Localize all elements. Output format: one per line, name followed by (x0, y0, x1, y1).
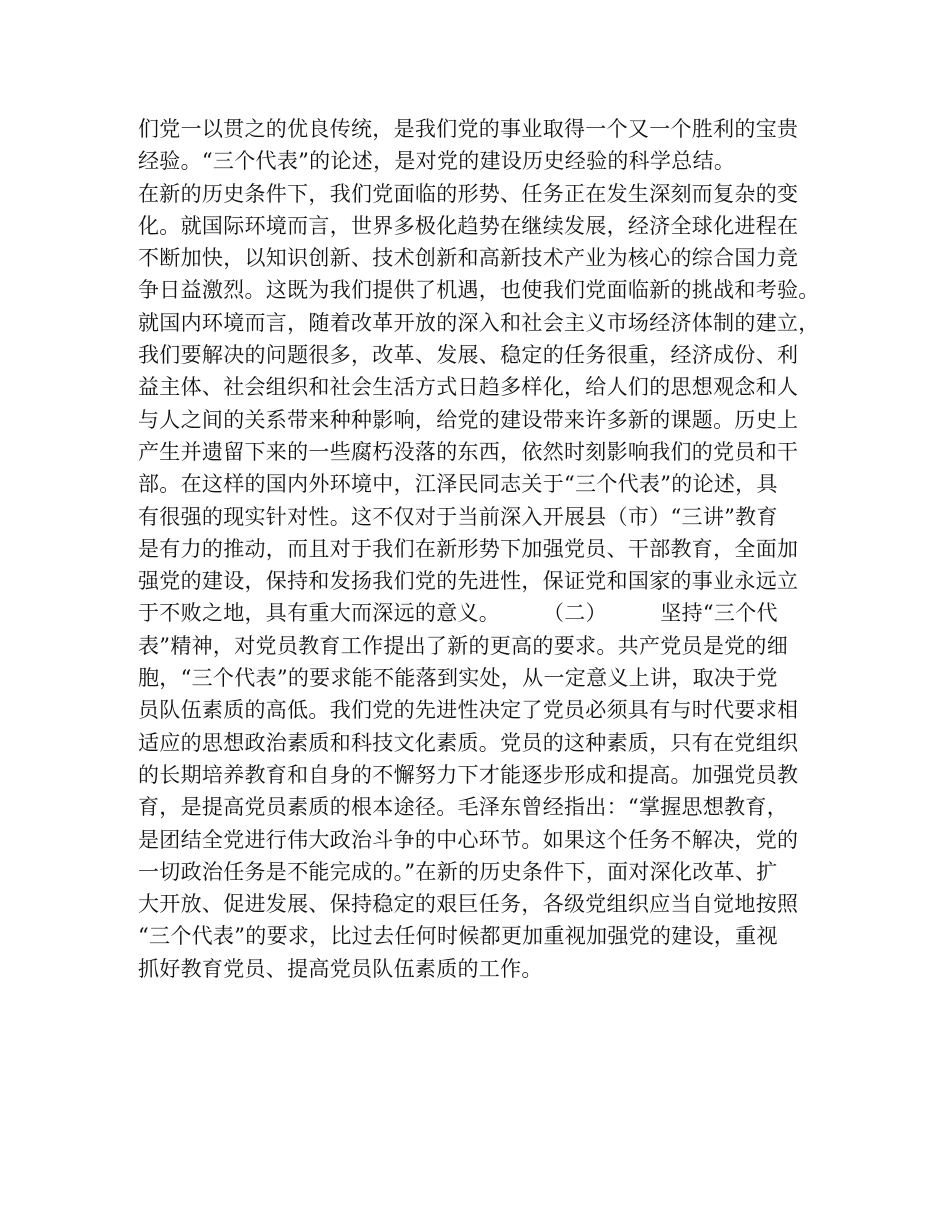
text-line: 员队伍素质的高低。我们党的先进性决定了党员必须具有与时代要求相 (138, 698, 799, 723)
text-line: 在新的历史条件下，我们党面临的形势、任务正在发生深刻而复杂的变 (138, 181, 799, 206)
text-line: 部。在这样的国内外环境中，江泽民同志关于“三个代表”的论述，具 (138, 472, 778, 497)
text-line: 与人之间的关系带来种种影响，给党的建设带来许多新的课题。历史上 (138, 407, 799, 432)
text-line: 大开放、促进发展、保持稳定的艰巨任务，各级党组织应当自觉地按照 (138, 892, 799, 917)
text-line: 胞，“三个代表”的要求能不能落到实处，从一定意义上讲，取决于党 (138, 666, 778, 691)
text-line: 是团结全党进行伟大政治斗争的中心环节。如果这个任务不解决，党的 (138, 827, 799, 852)
text-line: 于不败之地，具有重大而深远的意义。 （二） 坚持“三个代 (138, 601, 778, 626)
text-line: 是有力的推动，而且对于我们在新形势下加强党员、干部教育，全面加 (138, 536, 799, 561)
text-line: 产生并遗留下来的一些腐朽没落的东西，依然时刻影响我们的党员和干 (138, 439, 799, 464)
text-line: 争日益激烈。这既为我们提供了机遇，也使我们党面临新的挑战和考验。 (138, 278, 820, 303)
text-line: 有很强的现实针对性。这不仅对于当前深入开展县（市）“三讲”教育 (138, 504, 778, 529)
text-line: 适应的思想政治素质和科技文化素质。党员的这种素质，只有在党组织 (138, 730, 799, 755)
text-line: 育，是提高党员素质的根本途径。毛泽东曾经指出：“掌握思想教育， (138, 795, 789, 820)
text-line: 我们要解决的问题很多，改革、发展、稳定的任务很重，经济成份、利 (138, 343, 799, 368)
text-line: 化。就国际环境而言，世界多极化趋势在继续发展，经济全球化进程在 (138, 213, 799, 238)
text-line: 的长期培养教育和自身的不懈努力下才能逐步形成和提高。加强党员教 (138, 762, 799, 787)
text-line: 一切政治任务是不能完成的。”在新的历史条件下，面对深化改革、扩 (138, 859, 778, 884)
body-text (138, 113, 838, 985)
text-line: 就国内环境而言，随着改革开放的深入和社会主义市场经济体制的建立， (138, 310, 820, 335)
text-line: 们党一以贯之的优良传统，是我们党的事业取得一个又一个胜利的宝贵 (138, 117, 799, 141)
text-line: 益主体、社会组织和社会生活方式日趋多样化，给人们的思想观念和人 (138, 375, 799, 400)
text-line: 经验。“三个代表”的论述，是对党的建设历史经验的科学总结。 (138, 149, 736, 174)
text-line: “三个代表”的要求，比过去任何时候都更加重视加强党的建设，重视 (138, 924, 778, 949)
text-line: 不断加快，以知识创新、技术创新和高新技术产业为核心的综合国力竞 (138, 246, 799, 271)
text-line: 抓好教育党员、提高党员队伍素质的工作。 (138, 956, 543, 981)
text-line: 表”精神，对党员教育工作提出了新的更高的要求。共产党员是党的细 (138, 633, 789, 658)
text-line: 强党的建设，保持和发扬我们党的先进性，保证党和国家的事业永远立 (138, 569, 799, 594)
